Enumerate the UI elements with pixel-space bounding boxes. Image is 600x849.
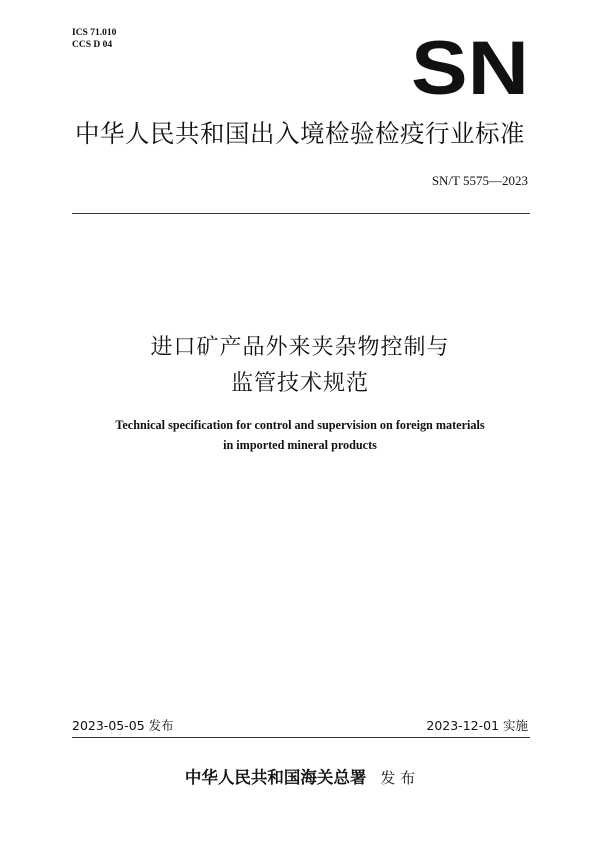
publish-date: 2023-05-05 发布	[72, 718, 174, 733]
implementation-date: 2023-12-01 实施	[426, 718, 528, 733]
title-en-line1: Technical specification for control and supervision on foreign materials	[115, 418, 485, 432]
issuing-authority	[0, 764, 600, 788]
title-en-line2: in imported mineral products	[223, 438, 377, 452]
sn-logo	[410, 38, 530, 96]
classification-codes	[72, 27, 116, 51]
top-divider	[72, 213, 530, 214]
issuer-suffix: 发 布	[380, 769, 416, 787]
title-zh-line2: 监管技术规范	[230, 371, 369, 396]
issuer-name: 中华人民共和国海关总署	[184, 768, 367, 787]
title-zh-line1: 进口矿产品外来夹杂物控制与	[150, 335, 450, 360]
sn-logo-text: SN	[411, 38, 529, 96]
ics-code: ICS 71.010	[72, 28, 117, 38]
ccs-code: CCS D 04	[72, 40, 113, 50]
standard-number: SN/T 5575—2023	[431, 173, 528, 188]
bottom-divider	[72, 737, 530, 738]
standard-category: 中华人民共和国出入境检验检疫行业标准	[75, 119, 525, 148]
